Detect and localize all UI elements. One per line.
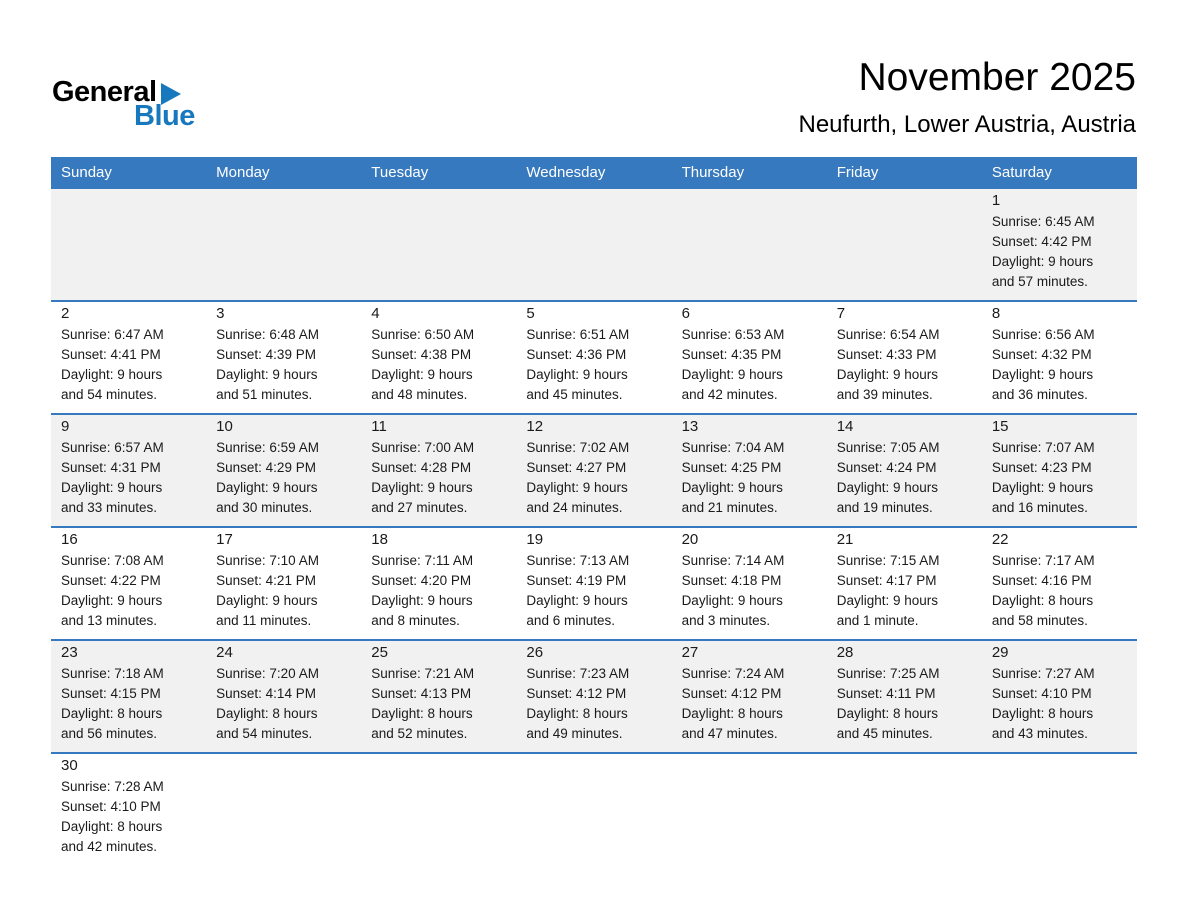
daylight-text-line1: Daylight: 8 hours (991, 593, 1094, 608)
daylight-text-line1: Daylight: 8 hours (61, 819, 163, 834)
sunset-text: Sunset: 4:38 PM (371, 347, 472, 362)
day-number: 21 (836, 531, 854, 548)
day-number: 7 (836, 305, 846, 322)
daylight-text-line2: and 11 minutes. (216, 613, 312, 628)
daylight-text-line2: and 13 minutes. (61, 613, 158, 628)
day-cell-12 (516, 414, 671, 527)
sunset-text: Sunset: 4:17 PM (836, 573, 937, 588)
daylight-text-line1: Daylight: 9 hours (681, 480, 783, 495)
sunset-text: Sunset: 4:16 PM (991, 573, 1092, 588)
weekday-header-friday: Friday (827, 157, 982, 188)
day-cell-25 (361, 640, 516, 753)
day-cell-13 (672, 414, 827, 527)
daylight-text-line1: Daylight: 9 hours (371, 480, 473, 495)
sunset-text: Sunset: 4:22 PM (61, 573, 161, 588)
day-number: 22 (991, 531, 1009, 548)
day-number: 10 (216, 418, 233, 435)
day-number: 16 (61, 531, 78, 548)
daylight-text-line1: Daylight: 8 hours (681, 706, 783, 721)
daylight-text-line2: and 45 minutes. (526, 387, 623, 402)
daylight-text-line2: and 42 minutes. (61, 839, 158, 854)
day-cell-21 (827, 527, 982, 640)
daylight-text-line2: and 39 minutes. (836, 387, 933, 402)
sunrise-text: Sunrise: 6:54 AM (836, 327, 940, 342)
day-cell-27 (672, 640, 827, 753)
sunrise-text: Sunrise: 7:23 AM (526, 666, 630, 681)
sunset-text: Sunset: 4:13 PM (371, 686, 472, 701)
sunrise-text: Sunrise: 7:15 AM (836, 553, 940, 568)
day-cell-16 (51, 527, 206, 640)
sunrise-text: Sunrise: 7:10 AM (216, 553, 319, 568)
day-cell-29 (982, 640, 1137, 753)
empty-day-cell (361, 188, 516, 301)
daylight-text-line1: Daylight: 8 hours (836, 706, 939, 721)
weekday-header-row-group (51, 157, 1137, 188)
daylight-text-line1: Daylight: 9 hours (991, 367, 1094, 382)
day-cell-6 (672, 301, 827, 414)
sunrise-text: Sunrise: 6:56 AM (991, 327, 1095, 342)
daylight-text-line1: Daylight: 9 hours (836, 593, 939, 608)
calendar-table (51, 157, 1137, 865)
day-number: 15 (991, 418, 1009, 435)
day-number: 9 (61, 418, 70, 435)
day-cell-2 (51, 301, 206, 414)
day-cell-5 (516, 301, 671, 414)
calendar-weeks (51, 188, 1137, 865)
daylight-text-line2: and 3 minutes. (681, 613, 771, 628)
daylight-text-line2: and 45 minutes. (836, 726, 933, 741)
day-number: 1 (991, 192, 1001, 209)
sunrise-text: Sunrise: 7:18 AM (61, 666, 164, 681)
daylight-text-line1: Daylight: 9 hours (991, 480, 1094, 495)
sunset-text: Sunset: 4:12 PM (526, 686, 627, 701)
daylight-text-line2: and 6 minutes. (526, 613, 615, 628)
daylight-text-line1: Daylight: 9 hours (61, 593, 163, 608)
week-row-5 (51, 640, 1137, 753)
empty-day-cell (51, 188, 206, 301)
day-number: 11 (371, 418, 387, 435)
day-number: 14 (836, 418, 854, 435)
weekday-header-sunday: Sunday (51, 157, 206, 188)
day-number: 26 (526, 644, 544, 661)
daylight-text-line1: Daylight: 9 hours (216, 480, 318, 495)
logo-text-general: General (52, 76, 157, 108)
daylight-text-line1: Daylight: 9 hours (371, 367, 473, 382)
sunrise-text: Sunrise: 6:59 AM (216, 440, 319, 455)
daylight-text-line1: Daylight: 9 hours (836, 367, 939, 382)
sunrise-text: Sunrise: 7:20 AM (216, 666, 319, 681)
empty-day-cell (827, 188, 982, 301)
sunset-text: Sunset: 4:27 PM (526, 460, 627, 475)
daylight-text-line2: and 54 minutes. (216, 726, 313, 741)
header-titles (799, 56, 1137, 139)
day-number: 12 (526, 418, 544, 435)
day-cell-7 (827, 301, 982, 414)
daylight-text-line2: and 8 minutes. (371, 613, 460, 628)
daylight-text-line2: and 27 minutes. (371, 500, 468, 515)
empty-day-cell (206, 753, 361, 865)
day-cell-20 (672, 527, 827, 640)
daylight-text-line1: Daylight: 9 hours (216, 367, 318, 382)
daylight-text-line2: and 16 minutes. (991, 500, 1088, 515)
day-number: 19 (526, 531, 544, 548)
week-row-1 (51, 188, 1137, 301)
sunrise-text: Sunrise: 7:25 AM (836, 666, 940, 681)
sunset-text: Sunset: 4:19 PM (526, 573, 627, 588)
sunrise-text: Sunrise: 7:21 AM (371, 666, 475, 681)
day-cell-9 (51, 414, 206, 527)
sunset-text: Sunset: 4:10 PM (61, 799, 161, 814)
daylight-text-line2: and 51 minutes. (216, 387, 313, 402)
sunset-text: Sunset: 4:36 PM (526, 347, 627, 362)
daylight-text-line1: Daylight: 9 hours (526, 367, 628, 382)
day-cell-8 (982, 301, 1137, 414)
weekday-header-wednesday: Wednesday (516, 157, 671, 188)
day-number: 6 (681, 305, 690, 322)
empty-day-cell (206, 188, 361, 301)
sunset-text: Sunset: 4:28 PM (371, 460, 472, 475)
sunset-text: Sunset: 4:24 PM (836, 460, 937, 475)
day-cell-18 (361, 527, 516, 640)
sunset-text: Sunset: 4:39 PM (216, 347, 316, 362)
sunrise-text: Sunrise: 6:45 AM (991, 214, 1095, 229)
day-cell-4 (361, 301, 516, 414)
daylight-text-line1: Daylight: 9 hours (681, 593, 783, 608)
sunset-text: Sunset: 4:23 PM (991, 460, 1092, 475)
day-cell-17 (206, 527, 361, 640)
sunset-text: Sunset: 4:33 PM (836, 347, 937, 362)
daylight-text-line2: and 48 minutes. (371, 387, 468, 402)
day-number: 27 (681, 644, 699, 661)
calendar-container (51, 157, 1137, 865)
day-number: 18 (371, 531, 388, 548)
sunrise-text: Sunrise: 7:08 AM (61, 553, 164, 568)
daylight-text-line2: and 47 minutes. (681, 726, 778, 741)
sunrise-text: Sunrise: 6:53 AM (681, 327, 785, 342)
weekday-header-monday: Monday (206, 157, 361, 188)
day-number: 23 (61, 644, 78, 661)
day-number: 5 (526, 305, 535, 322)
daylight-text-line2: and 30 minutes. (216, 500, 313, 515)
sunrise-text: Sunrise: 7:27 AM (991, 666, 1095, 681)
day-cell-26 (516, 640, 671, 753)
general-blue-logo (52, 76, 252, 133)
week-row-2 (51, 301, 1137, 414)
day-cell-28 (827, 640, 982, 753)
week-row-4 (51, 527, 1137, 640)
day-number: 17 (216, 531, 233, 548)
empty-day-cell (827, 753, 982, 865)
daylight-text-line2: and 24 minutes. (526, 500, 623, 515)
day-cell-3 (206, 301, 361, 414)
weekday-header-tuesday: Tuesday (361, 157, 516, 188)
week-row-3 (51, 414, 1137, 527)
daylight-text-line2: and 43 minutes. (991, 726, 1088, 741)
sunrise-text: Sunrise: 7:02 AM (526, 440, 630, 455)
daylight-text-line2: and 52 minutes. (371, 726, 468, 741)
sunrise-text: Sunrise: 6:50 AM (371, 327, 475, 342)
sunrise-text: Sunrise: 7:14 AM (681, 553, 785, 568)
day-cell-19 (516, 527, 671, 640)
day-cell-10 (206, 414, 361, 527)
sunrise-text: Sunrise: 7:04 AM (681, 440, 785, 455)
day-cell-15 (982, 414, 1137, 527)
sunrise-text: Sunrise: 6:57 AM (61, 440, 164, 455)
empty-day-cell (672, 188, 827, 301)
day-cell-23 (51, 640, 206, 753)
sunset-text: Sunset: 4:11 PM (836, 686, 936, 701)
day-cell-30 (51, 753, 206, 865)
sunset-text: Sunset: 4:32 PM (991, 347, 1092, 362)
daylight-text-line1: Daylight: 9 hours (836, 480, 939, 495)
daylight-text-line2: and 49 minutes. (526, 726, 623, 741)
sunset-text: Sunset: 4:31 PM (61, 460, 161, 475)
empty-day-cell (672, 753, 827, 865)
daylight-text-line1: Daylight: 8 hours (216, 706, 318, 721)
sunrise-text: Sunrise: 6:48 AM (216, 327, 319, 342)
day-cell-1 (982, 188, 1137, 301)
day-number: 24 (216, 644, 233, 661)
sunrise-text: Sunrise: 7:11 AM (371, 553, 474, 568)
empty-day-cell (516, 753, 671, 865)
daylight-text-line2: and 1 minute. (836, 613, 919, 628)
sunset-text: Sunset: 4:14 PM (216, 686, 316, 701)
day-cell-24 (206, 640, 361, 753)
daylight-text-line1: Daylight: 8 hours (526, 706, 628, 721)
sunset-text: Sunset: 4:18 PM (681, 573, 782, 588)
sunset-text: Sunset: 4:41 PM (61, 347, 161, 362)
daylight-text-line2: and 21 minutes. (681, 500, 778, 515)
day-number: 8 (991, 305, 1001, 322)
daylight-text-line1: Daylight: 9 hours (991, 254, 1094, 269)
daylight-text-line1: Daylight: 8 hours (991, 706, 1094, 721)
daylight-text-line1: Daylight: 9 hours (526, 593, 628, 608)
page-subtitle: Neufurth, Lower Austria, Austria (798, 110, 1136, 138)
daylight-text-line1: Daylight: 9 hours (216, 593, 318, 608)
day-number: 29 (991, 644, 1009, 661)
day-cell-11 (361, 414, 516, 527)
sunset-text: Sunset: 4:35 PM (681, 347, 782, 362)
sunset-text: Sunset: 4:10 PM (991, 686, 1092, 701)
daylight-text-line1: Daylight: 9 hours (61, 367, 163, 382)
day-number: 3 (216, 305, 225, 322)
daylight-text-line2: and 36 minutes. (991, 387, 1088, 402)
sunset-text: Sunset: 4:42 PM (991, 234, 1092, 249)
page-title: November 2025 (858, 56, 1136, 99)
sunset-text: Sunset: 4:29 PM (216, 460, 316, 475)
sunset-text: Sunset: 4:20 PM (371, 573, 472, 588)
weekday-header-row (51, 157, 1137, 188)
sunset-text: Sunset: 4:12 PM (681, 686, 782, 701)
daylight-text-line2: and 33 minutes. (61, 500, 158, 515)
daylight-text-line2: and 54 minutes. (61, 387, 158, 402)
weekday-header-saturday: Saturday (982, 157, 1137, 188)
week-row-6 (51, 753, 1137, 865)
sunrise-text: Sunrise: 6:47 AM (61, 327, 164, 342)
sunrise-text: Sunrise: 7:05 AM (836, 440, 940, 455)
day-number: 28 (836, 644, 854, 661)
sunrise-text: Sunrise: 6:51 AM (526, 327, 630, 342)
sunrise-text: Sunrise: 7:00 AM (371, 440, 475, 455)
daylight-text-line1: Daylight: 9 hours (681, 367, 783, 382)
empty-day-cell (361, 753, 516, 865)
day-number: 20 (681, 531, 699, 548)
empty-day-cell (982, 753, 1137, 865)
daylight-text-line2: and 57 minutes. (991, 274, 1088, 289)
daylight-text-line1: Daylight: 9 hours (371, 593, 473, 608)
day-number: 30 (61, 757, 78, 774)
daylight-text-line1: Daylight: 8 hours (371, 706, 473, 721)
day-number: 4 (371, 305, 380, 322)
sunrise-text: Sunrise: 7:24 AM (681, 666, 785, 681)
daylight-text-line2: and 58 minutes. (991, 613, 1088, 628)
sunrise-text: Sunrise: 7:13 AM (526, 553, 630, 568)
sunset-text: Sunset: 4:25 PM (681, 460, 782, 475)
sunset-text: Sunset: 4:21 PM (216, 573, 316, 588)
sunset-text: Sunset: 4:15 PM (61, 686, 161, 701)
logo-text-blue: Blue (134, 100, 195, 132)
day-number: 13 (681, 418, 699, 435)
sunrise-text: Sunrise: 7:07 AM (991, 440, 1095, 455)
weekday-header-thursday: Thursday (672, 157, 827, 188)
daylight-text-line1: Daylight: 9 hours (526, 480, 628, 495)
daylight-text-line1: Daylight: 8 hours (61, 706, 163, 721)
day-cell-22 (982, 527, 1137, 640)
day-number: 25 (371, 644, 388, 661)
day-cell-14 (827, 414, 982, 527)
daylight-text-line2: and 19 minutes. (836, 500, 933, 515)
daylight-text-line2: and 42 minutes. (681, 387, 778, 402)
daylight-text-line2: and 56 minutes. (61, 726, 158, 741)
sunrise-text: Sunrise: 7:28 AM (61, 779, 164, 794)
sunrise-text: Sunrise: 7:17 AM (991, 553, 1095, 568)
daylight-text-line1: Daylight: 9 hours (61, 480, 163, 495)
day-number: 2 (61, 305, 70, 322)
empty-day-cell (516, 188, 671, 301)
